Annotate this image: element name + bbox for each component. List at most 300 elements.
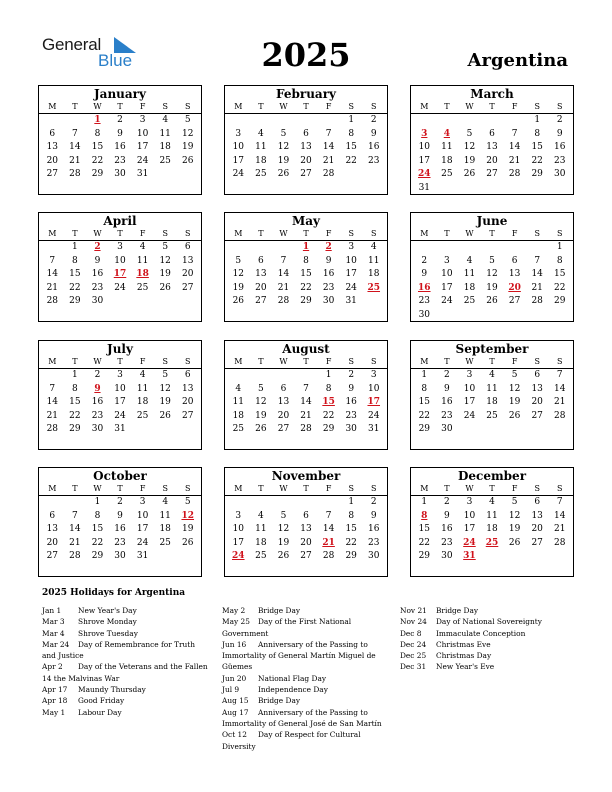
day-cell: 9 <box>348 383 355 394</box>
week-row <box>225 510 387 524</box>
weekday-label: M <box>234 229 243 238</box>
holiday-date: Mar 4 <box>42 628 65 638</box>
day-cell: 15 <box>91 524 104 535</box>
day-cell: 21 <box>277 282 290 293</box>
weekday-header <box>225 483 387 496</box>
day-cell: 15 <box>345 524 357 535</box>
day-cell: 4 <box>489 370 495 380</box>
weekday-label: S <box>185 229 191 238</box>
day-cell: 13 <box>255 269 267 280</box>
day-cell: 27 <box>300 551 312 562</box>
weekday-label: S <box>557 357 563 366</box>
day-cell: 24 <box>368 410 380 421</box>
holiday-date: Mar 3 <box>42 617 65 627</box>
holiday-entry <box>400 650 570 661</box>
page-header <box>0 0 612 80</box>
day-cell: 11 <box>441 142 453 153</box>
week-row <box>39 410 201 424</box>
week-row <box>225 168 387 182</box>
day-cell: 22 <box>91 537 104 548</box>
weekday-label: S <box>185 484 191 493</box>
holiday-day-cell: 16 <box>418 282 431 293</box>
day-cell: 1 <box>94 497 101 507</box>
weekday-label: T <box>72 484 78 493</box>
day-cell: 25 <box>486 410 498 421</box>
day-cell: 11 <box>136 383 149 394</box>
day-cell: 4 <box>370 242 377 252</box>
empty-day-cell <box>526 241 549 255</box>
weekday-label: M <box>48 229 57 238</box>
day-cell: 10 <box>463 383 476 394</box>
weekday-label: F <box>511 229 518 238</box>
holiday-name: Christmas Eve <box>436 639 491 649</box>
week-row <box>225 550 387 564</box>
day-cell: 24 <box>114 410 126 421</box>
holiday-entry <box>400 605 570 616</box>
day-cell: 15 <box>418 397 431 408</box>
day-cell: 30 <box>418 309 431 320</box>
weekday-label: F <box>325 102 332 111</box>
day-cell: 2 <box>94 370 101 380</box>
day-cell: 15 <box>300 269 312 280</box>
holiday-name: Bridge Day <box>258 696 301 706</box>
week-row <box>411 410 573 424</box>
day-cell: 27 <box>46 551 59 562</box>
day-cell: 12 <box>277 142 290 153</box>
day-cell: 14 <box>322 524 335 535</box>
holiday-column <box>400 605 570 673</box>
week-row <box>411 128 573 142</box>
month-title: July <box>107 342 133 356</box>
day-cell: 24 <box>441 296 453 307</box>
day-cell: 13 <box>531 383 543 394</box>
day-cell: 27 <box>486 169 498 180</box>
month-title: February <box>275 87 336 101</box>
empty-day-cell <box>154 423 177 437</box>
empty-day-cell <box>154 168 177 182</box>
day-cell: 1 <box>72 242 78 252</box>
empty-day-cell <box>481 550 504 564</box>
holiday-day-cell: 20 <box>508 282 521 293</box>
day-cell: 9 <box>325 255 332 266</box>
day-cell: 24 <box>136 155 149 166</box>
day-cell: 26 <box>159 410 171 421</box>
month-november <box>224 467 388 577</box>
week-row <box>39 282 201 296</box>
day-cell: 15 <box>554 269 566 280</box>
holiday-entry <box>222 729 394 752</box>
week-row <box>411 369 573 383</box>
day-cell: 17 <box>232 537 245 548</box>
day-cell: 11 <box>255 142 267 153</box>
weekday-label: S <box>162 357 168 366</box>
day-cell: 26 <box>182 537 194 548</box>
weekday-label: F <box>139 484 146 493</box>
day-cell: 23 <box>554 155 566 166</box>
weekday-label: W <box>93 357 102 366</box>
week-row <box>39 383 201 397</box>
holiday-entry <box>42 707 210 718</box>
day-cell: 30 <box>91 296 104 307</box>
week-row <box>39 155 201 169</box>
day-cell: 11 <box>368 255 380 266</box>
week-row <box>411 295 573 309</box>
weekday-label: S <box>557 229 563 238</box>
day-cell: 8 <box>72 255 78 266</box>
day-cell: 6 <box>303 510 309 521</box>
day-cell: 10 <box>114 383 126 394</box>
day-cell: 23 <box>418 296 431 307</box>
day-cell: 17 <box>345 269 357 280</box>
empty-day-cell <box>548 309 571 323</box>
day-cell: 19 <box>277 155 290 166</box>
empty-day-cell <box>548 550 571 564</box>
holiday-name: Christmas Day <box>436 651 492 661</box>
empty-day-cell <box>317 114 340 128</box>
day-cell: 1 <box>325 370 332 380</box>
weekday-label: M <box>420 102 429 111</box>
day-cell: 5 <box>511 370 518 380</box>
holiday-name: Anniversary of the Passing to Immortality of General José de San Martín <box>222 707 382 728</box>
weekday-label: S <box>371 357 377 366</box>
weekday-label: S <box>371 102 377 111</box>
weekday-label: S <box>162 229 168 238</box>
day-cell: 31 <box>418 182 431 193</box>
week-row <box>39 128 201 142</box>
day-cell: 21 <box>554 524 566 535</box>
day-cell: 25 <box>255 551 267 562</box>
empty-day-cell <box>436 309 459 323</box>
weekday-header <box>225 228 387 241</box>
day-cell: 18 <box>463 282 476 293</box>
day-cell: 24 <box>114 282 126 293</box>
week-row <box>411 268 573 282</box>
weekday-label: W <box>465 229 474 238</box>
day-cell: 16 <box>114 142 126 153</box>
month-august <box>224 340 388 450</box>
day-cell: 14 <box>531 269 543 280</box>
day-cell: 14 <box>277 269 290 280</box>
day-cell: 8 <box>534 128 541 139</box>
holiday-date: Dec 31 <box>400 662 427 672</box>
empty-day-cell <box>503 309 526 323</box>
day-cell: 19 <box>508 397 521 408</box>
day-cell: 26 <box>463 169 476 180</box>
empty-day-cell <box>503 114 526 128</box>
week-row <box>39 496 201 510</box>
weekday-label: F <box>139 229 146 238</box>
weekday-label: T <box>303 229 309 238</box>
day-cell: 11 <box>255 524 267 535</box>
day-cell: 7 <box>303 383 309 394</box>
holiday-entry <box>42 661 210 684</box>
week-row <box>39 141 201 155</box>
day-cell: 12 <box>508 510 521 521</box>
weekday-label: S <box>534 357 540 366</box>
weekday-header <box>411 228 573 241</box>
week-row <box>411 537 573 551</box>
month-january <box>38 85 202 195</box>
empty-day-cell <box>295 369 318 383</box>
empty-day-cell <box>362 295 385 309</box>
day-cell: 26 <box>508 537 521 548</box>
day-cell: 28 <box>300 424 312 435</box>
day-cell: 29 <box>531 169 543 180</box>
empty-day-cell <box>154 295 177 309</box>
month-title: December <box>457 469 527 483</box>
day-cell: 16 <box>114 524 126 535</box>
day-cell: 12 <box>232 269 245 280</box>
week-row <box>411 383 573 397</box>
day-cell: 4 <box>139 370 146 380</box>
week-row <box>411 396 573 410</box>
day-cell: 9 <box>556 128 563 139</box>
week-row <box>225 383 387 397</box>
weekday-label: T <box>72 357 78 366</box>
day-cell: 14 <box>300 397 312 408</box>
day-cell: 20 <box>277 410 290 421</box>
empty-day-cell <box>176 550 199 564</box>
day-cell: 13 <box>46 142 59 153</box>
day-cell: 11 <box>463 269 476 280</box>
month-may <box>224 212 388 322</box>
day-cell: 29 <box>91 169 104 180</box>
holiday-date: Jul 9 <box>222 685 240 695</box>
day-cell: 9 <box>117 510 123 521</box>
day-cell: 23 <box>368 537 380 548</box>
holiday-day-cell: 17 <box>113 269 127 280</box>
holiday-entry <box>222 616 394 639</box>
week-row <box>225 155 387 169</box>
day-cell: 7 <box>72 510 78 521</box>
day-cell: 16 <box>345 397 357 408</box>
day-cell: 21 <box>531 282 543 293</box>
day-cell: 28 <box>554 537 566 548</box>
holiday-name: National Flag Day <box>258 673 327 683</box>
day-cell: 13 <box>182 383 194 394</box>
day-cell: 8 <box>94 128 101 139</box>
day-cell: 14 <box>46 269 59 280</box>
empty-day-cell <box>548 182 571 196</box>
weekday-label: S <box>557 102 563 111</box>
empty-day-cell <box>526 550 549 564</box>
day-cell: 21 <box>300 410 312 421</box>
day-cell: 27 <box>182 410 194 421</box>
weekday-label: T <box>258 229 264 238</box>
day-cell: 20 <box>182 397 194 408</box>
day-cell: 9 <box>370 510 377 521</box>
day-cell: 3 <box>444 255 450 266</box>
day-cell: 5 <box>184 115 191 125</box>
empty-day-cell <box>176 423 199 437</box>
day-cell: 10 <box>232 142 245 153</box>
day-cell: 4 <box>258 510 264 521</box>
weekday-header <box>411 356 573 369</box>
day-cell: 2 <box>117 497 123 507</box>
day-cell: 28 <box>322 551 335 562</box>
holiday-date: Apr 2 <box>42 662 63 672</box>
holiday-name: Independence Day <box>258 685 328 695</box>
holiday-day-cell: 1 <box>302 242 310 252</box>
weekday-label: S <box>185 102 191 111</box>
weekday-label: T <box>444 484 450 493</box>
day-cell: 13 <box>46 524 59 535</box>
holiday-date: Dec 8 <box>400 628 422 638</box>
day-cell: 8 <box>556 255 563 266</box>
day-cell: 13 <box>182 255 194 266</box>
day-cell: 8 <box>94 510 101 521</box>
day-cell: 19 <box>232 282 245 293</box>
day-cell: 29 <box>418 424 431 435</box>
day-cell: 30 <box>322 296 335 307</box>
holiday-day-cell: 2 <box>325 242 332 252</box>
month-title: August <box>282 342 330 356</box>
week-row <box>39 369 201 383</box>
weekday-label: S <box>371 484 377 493</box>
day-cell: 3 <box>370 370 377 380</box>
day-cell: 20 <box>300 155 312 166</box>
week-row <box>411 182 573 196</box>
week-row <box>39 537 201 551</box>
holiday-column <box>222 605 394 752</box>
weekday-label: T <box>117 484 123 493</box>
empty-day-cell <box>295 114 318 128</box>
holiday-day-cell: 24 <box>232 551 245 562</box>
week-row <box>39 510 201 524</box>
month-march <box>410 85 574 195</box>
day-cell: 11 <box>486 383 498 394</box>
holiday-name: Day of Respect for Cultural Diversity <box>222 730 361 751</box>
day-cell: 29 <box>345 551 357 562</box>
day-cell: 25 <box>441 169 453 180</box>
day-cell: 18 <box>368 269 380 280</box>
day-cell: 28 <box>69 169 81 180</box>
holiday-day-cell: 25 <box>367 282 381 293</box>
day-cell: 21 <box>69 537 81 548</box>
weekday-label: W <box>465 102 474 111</box>
holiday-date: Aug 15 <box>222 696 249 706</box>
weekday-label: W <box>465 484 474 493</box>
day-cell: 23 <box>322 282 335 293</box>
day-cell: 5 <box>280 128 287 139</box>
day-cell: 31 <box>114 424 126 435</box>
day-cell: 31 <box>345 296 357 307</box>
empty-day-cell <box>458 114 481 128</box>
day-cell: 22 <box>554 282 566 293</box>
day-cell: 10 <box>368 383 380 394</box>
day-cell: 9 <box>94 255 101 266</box>
day-cell: 6 <box>303 128 309 139</box>
day-cell: 19 <box>277 537 290 548</box>
day-cell: 22 <box>345 537 357 548</box>
week-row <box>411 114 573 128</box>
week-row <box>225 255 387 269</box>
empty-day-cell <box>41 369 64 383</box>
weekday-label: T <box>72 102 78 111</box>
day-cell: 24 <box>345 282 357 293</box>
empty-day-cell <box>458 241 481 255</box>
weekday-label: S <box>348 357 354 366</box>
day-cell: 10 <box>114 255 126 266</box>
day-cell: 19 <box>486 282 498 293</box>
weekday-label: T <box>444 102 450 111</box>
empty-day-cell <box>272 496 295 510</box>
day-cell: 16 <box>368 142 380 153</box>
week-row <box>225 423 387 437</box>
weekday-header <box>225 101 387 114</box>
week-row <box>225 114 387 128</box>
weekday-label: T <box>303 484 309 493</box>
weekday-label: F <box>511 102 518 111</box>
day-cell: 4 <box>489 497 495 507</box>
holiday-date: Aug 17 <box>222 707 249 717</box>
holiday-date: Apr 17 <box>42 685 68 695</box>
weekday-label: W <box>279 484 288 493</box>
day-cell: 28 <box>531 296 543 307</box>
weekday-label: W <box>279 102 288 111</box>
day-cell: 10 <box>136 510 149 521</box>
day-cell: 28 <box>46 296 59 307</box>
day-cell: 14 <box>322 142 335 153</box>
month-june <box>410 212 574 322</box>
holiday-entry <box>222 695 394 706</box>
day-cell: 15 <box>418 524 431 535</box>
empty-day-cell <box>436 241 459 255</box>
weekday-label: M <box>234 102 243 111</box>
empty-day-cell <box>250 369 273 383</box>
day-cell: 6 <box>49 510 56 521</box>
day-cell: 1 <box>421 370 428 380</box>
week-row <box>39 396 201 410</box>
holiday-date: Mar 24 <box>42 639 70 649</box>
month-title: June <box>476 214 508 228</box>
day-cell: 30 <box>345 424 357 435</box>
weekday-label: T <box>258 484 264 493</box>
day-cell: 18 <box>486 397 498 408</box>
weekday-label: W <box>93 229 102 238</box>
day-cell: 4 <box>235 383 242 394</box>
day-cell: 23 <box>114 155 126 166</box>
day-cell: 15 <box>91 142 104 153</box>
week-row <box>411 550 573 564</box>
holiday-entry <box>400 628 570 639</box>
day-cell: 22 <box>531 155 543 166</box>
day-cell: 26 <box>508 410 521 421</box>
weekday-label: S <box>534 229 540 238</box>
day-cell: 30 <box>441 424 453 435</box>
day-cell: 3 <box>235 128 242 139</box>
holiday-date: Jun 20 <box>222 673 247 683</box>
month-title: April <box>103 214 137 228</box>
holiday-name: Anniversary of the Passing to Immortality of General Martín Miguel de Güemes <box>222 639 376 672</box>
day-cell: 27 <box>531 537 543 548</box>
week-row <box>225 282 387 296</box>
weekday-header <box>39 101 201 114</box>
day-cell: 12 <box>182 128 194 139</box>
day-cell: 26 <box>255 424 267 435</box>
holiday-name: Labour Day <box>78 707 122 717</box>
holiday-list-title: 2025 Holidays for Argentina <box>42 588 186 598</box>
day-cell: 2 <box>444 370 450 380</box>
day-cell: 25 <box>232 424 245 435</box>
day-cell: 14 <box>69 142 81 153</box>
empty-day-cell <box>272 114 295 128</box>
day-cell: 27 <box>531 410 543 421</box>
holiday-entry <box>42 695 210 706</box>
day-cell: 12 <box>159 383 171 394</box>
day-cell: 5 <box>162 242 169 252</box>
day-cell: 18 <box>159 142 171 153</box>
